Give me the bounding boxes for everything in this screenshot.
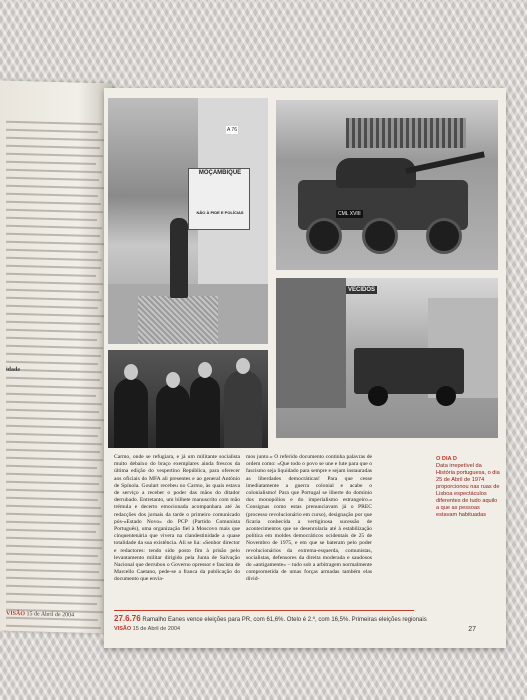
magazine-page — [104, 88, 506, 648]
soldier-figure — [170, 218, 188, 298]
tank-gun — [405, 151, 484, 174]
street-sign-title: MOÇAMBIQUE — [198, 170, 242, 176]
caption-tag: O DIA D — [436, 456, 457, 462]
photo-street-soldier — [108, 98, 268, 344]
footer-rule — [114, 610, 414, 611]
house-number: A 76 — [226, 127, 237, 133]
tank-plate: CML XVIII — [338, 211, 361, 217]
tank-turret — [336, 158, 416, 188]
footer-magazine-name: VISÃO — [114, 626, 132, 632]
footer-timeline — [114, 614, 427, 623]
timeline-date: 27.6.76 — [114, 614, 141, 623]
footer-magazine — [114, 626, 180, 632]
crowd — [346, 118, 466, 148]
photo-truck — [276, 278, 498, 438]
street-sign-subtitle: NÃO À PIDE E POLÍCIAS — [196, 210, 244, 215]
left-footer-date: 15 de Abril de 2004 — [26, 611, 75, 619]
truck-street-sign: VECIDOS — [348, 287, 376, 293]
left-page-text-lines — [6, 121, 108, 634]
page-number: 27 — [468, 626, 476, 633]
left-page-heading: idade — [6, 366, 21, 374]
article-column-1: Carmo, onde se refugiara, e já um militante socialista muito debaixo do braço exemplares ainda frescos da última edição do vespertino República, para oferecer aos oficiais do MFA ali presentes e ao general António de Spínola. Goulart recebeu no Carmo, às quais estava de serviço a receber o poder das mãos do ditador derrubado. Entretanto, um bilhete manuscrito com mão trémula e decerto emocionada acompanhara até às redacções dos jornais da tarde o primeiro comunicado pós-«Estado Novo» do PCP (Partido Comunista Português), uma organização fiel à Moscovo mais que cinquentenária que vivera na clandestinidade a quase totalidade da sua existência. Ali se lia: «Senhor director e redactores: tendo sido posto fim à prisão pelo levantamento militar dirigido pela Junta de Salvação Nacional que derrubou o Governo opressor e fascista de Marcello Caetano, pede-se a franca da publicação do documento que envia- — [114, 454, 240, 583]
street-sign — [190, 170, 250, 215]
caption-text: Data irrepetível da História portuguesa, o dia 25 de Abril de 1974 proporcionou nas ruas de Lisboa espectáculos diferentes de tudo aquilo a que as pessoas estavam habituadas — [436, 463, 500, 518]
photo-group-people — [108, 350, 268, 448]
timeline-text: Ramalho Eanes vence eleições para PR, com 61,6%. Otelo é 2.º, com 16,5%. Primeiras eleições regionais — [142, 617, 427, 623]
photo-tank — [276, 100, 498, 270]
article-column-2: mos junto.» O referido documento continha palavras de ordem como: «Que todo o povo se une e lute para que o fascismo seja liquidado para sempre e sejam instauradas as liberdades democráticas! Para que cesse imediatamente a guerra colonial e acabe o colonialismo! Para que Portugal se liberte do domínio dos monopólios e do imperialismo estrangeiro.» Consignas como estas prenunciavam já o PREC (processo revolucionário em curso), designação por que ficaria conhecida a vertiginosa sucessão de acontecimentos que se desenrolaria até à estabilização política em moldes democráticos ocidentais de 25 de Novembro de 1975, e em que se bateram pelo poder revolucionários da extrema-esquerda, comunistas, socialistas, defensores da direita moderada e saudosos do «antigamente» – tudo sob a arbitragem normalmente comprometida de umas forças armadas também elas divid- — [246, 454, 372, 583]
footer-date: 15 de Abril de 2004 — [132, 626, 181, 632]
left-page — [0, 81, 112, 634]
photo-caption — [436, 456, 500, 519]
left-footer-magazine: VISÃO — [6, 610, 26, 618]
